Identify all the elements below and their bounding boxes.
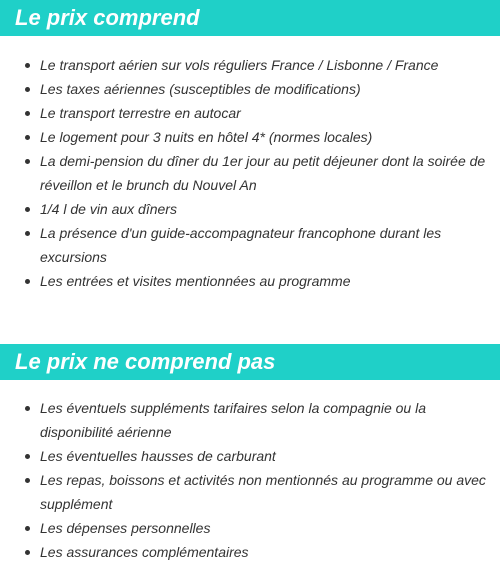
list-item bbox=[0, 77, 500, 101]
bullet-icon bbox=[25, 279, 30, 284]
list-item-text: Les éventuels suppléments tarifaires selon la compagnie ou la disponibilité aérienne bbox=[40, 400, 427, 440]
bullet-icon bbox=[25, 111, 30, 116]
section-header-includes bbox=[0, 0, 500, 36]
bullet-icon bbox=[25, 406, 30, 411]
list-item-text: Les assurances complémentaires bbox=[40, 544, 249, 560]
bullet-icon bbox=[25, 159, 30, 164]
list-item-text: La demi-pension du dîner du 1er jour au petit déjeuner dont la soirée de réveillon et le brunch du Nouvel An bbox=[40, 153, 486, 193]
list-item bbox=[0, 197, 500, 221]
list-item bbox=[0, 125, 500, 149]
list-item-text: Les taxes aériennes (susceptibles de modifications) bbox=[40, 81, 361, 97]
list-item-text: Le logement pour 3 nuits en hôtel 4* (normes locales) bbox=[40, 129, 373, 145]
list-excludes bbox=[0, 396, 500, 564]
section-header-excludes bbox=[0, 344, 500, 380]
section-title-includes: Le prix comprend bbox=[15, 5, 200, 30]
list-item-text: La présence d'un guide-accompagnateur francophone durant les excursions bbox=[40, 225, 442, 265]
list-item bbox=[0, 468, 500, 516]
list-item-text: Les éventuelles hausses de carburant bbox=[40, 448, 276, 464]
list-item-text: 1/4 l de vin aux dîners bbox=[40, 201, 177, 217]
bullet-icon bbox=[25, 135, 30, 140]
list-item bbox=[0, 269, 500, 293]
bullet-icon bbox=[25, 87, 30, 92]
list-item bbox=[0, 101, 500, 125]
list-item bbox=[0, 396, 500, 444]
list-item bbox=[0, 149, 500, 197]
bullet-icon bbox=[25, 231, 30, 236]
bullet-icon bbox=[25, 478, 30, 483]
bullet-icon bbox=[25, 550, 30, 555]
bullet-icon bbox=[25, 207, 30, 212]
list-item bbox=[0, 540, 500, 564]
list-item-text: Les entrées et visites mentionnées au programme bbox=[40, 273, 351, 289]
bullet-icon bbox=[25, 454, 30, 459]
section-title-excludes: Le prix ne comprend pas bbox=[15, 349, 276, 374]
list-item-text: Les dépenses personnelles bbox=[40, 520, 211, 536]
list-item-text: Le transport aérien sur vols réguliers France / Lisbonne / France bbox=[40, 57, 439, 73]
list-item-text: Le transport terrestre en autocar bbox=[40, 105, 241, 121]
list-item bbox=[0, 516, 500, 540]
list-includes bbox=[0, 53, 500, 293]
list-item bbox=[0, 53, 500, 77]
list-item bbox=[0, 221, 500, 269]
bullet-icon bbox=[25, 526, 30, 531]
bullet-icon bbox=[25, 63, 30, 68]
list-item-text: Les repas, boissons et activités non mentionnés au programme ou avec supplément bbox=[40, 472, 486, 512]
list-item bbox=[0, 444, 500, 468]
